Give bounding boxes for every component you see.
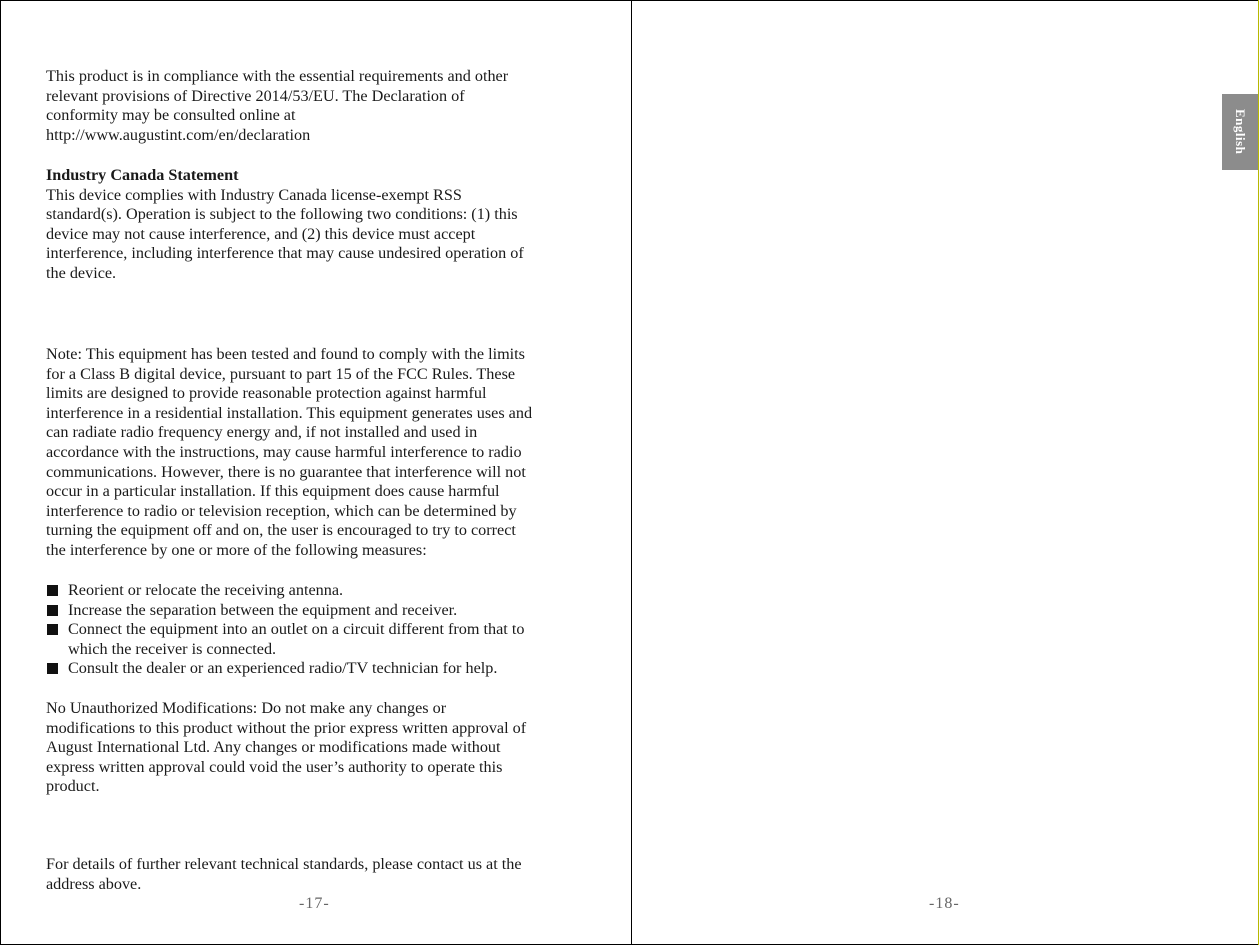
- text-line: interference in a residential installation. This equipment generates uses and: [46, 403, 533, 422]
- text-line: the interference by one or more of the following measures:: [46, 540, 427, 559]
- compliance-paragraph: [46, 67, 606, 145]
- industry-canada-heading: Industry Canada Statement: [46, 166, 239, 184]
- text-line: modifications to this product without the prior express written approval of: [46, 718, 527, 737]
- text-line: interference, including interference that may cause undesired operation of: [46, 244, 524, 263]
- list-item-text: Consult the dealer or an experienced radio/TV technician for help.: [68, 659, 498, 678]
- text-line: interference to radio or television reception, which can be determined by: [46, 501, 517, 520]
- fcc-note-paragraph: [46, 345, 606, 561]
- list-item: [46, 620, 524, 659]
- list-item-text: Connect the equipment into an outlet on a circuit different from that to: [68, 620, 525, 639]
- text-line: occur in a particular installation. If this equipment does cause harmful: [46, 482, 500, 501]
- language-tab: [1222, 94, 1258, 170]
- text-line: accordance with the instructions, may cause harmful interference to radio: [46, 442, 522, 461]
- text-line: address above.: [46, 874, 142, 893]
- text-line: product.: [46, 777, 100, 796]
- list-item: [46, 581, 524, 601]
- text-line: Note: This equipment has been tested and found to comply with the limits: [46, 345, 525, 363]
- text-line: device may not cause interference, and (2) this device must accept: [46, 224, 476, 243]
- right-page: [631, 0, 1259, 945]
- text-line: standard(s). Operation is subject to the following two conditions: (1) this: [46, 205, 518, 224]
- page-number: -18-: [929, 895, 960, 912]
- list-item-text: Reorient or relocate the receiving antenna.: [68, 581, 344, 599]
- square-bullet-icon: [47, 585, 58, 596]
- list-item-text: Increase the separation between the equipment and receiver.: [68, 600, 458, 619]
- square-bullet-icon: [47, 663, 58, 674]
- text-line: communications. However, there is no guarantee that interference will not: [46, 462, 526, 481]
- industry-canada-section: [46, 166, 606, 284]
- text-line: For details of further relevant technical standards, please contact us at the: [46, 855, 522, 873]
- text-line: August International Ltd. Any changes or modifications made without: [46, 738, 501, 757]
- text-line: turning the equipment off and on, the user is encouraged to try to correct: [46, 521, 516, 540]
- square-bullet-icon: [47, 624, 58, 635]
- measures-list: [46, 581, 524, 679]
- text-line: the device.: [46, 263, 117, 282]
- language-tab-label: English: [1233, 109, 1248, 155]
- list-item: [46, 601, 524, 621]
- contact-paragraph: [46, 855, 606, 894]
- text-line: can radiate radio frequency energy and, if not installed and used in: [46, 423, 478, 442]
- text-line: for a Class B digital device, pursuant to part 15 of the FCC Rules. These: [46, 364, 516, 383]
- text-line: relevant provisions of Directive 2014/53/EU. The Declaration of: [46, 86, 465, 105]
- text-line: conformity may be consulted online at: [46, 106, 296, 125]
- text-line: This device complies with Industry Canada license-exempt RSS: [46, 185, 462, 204]
- declaration-url: http://www.augustint.com/en/declaration: [46, 125, 311, 144]
- list-item: [46, 659, 524, 679]
- text-line: limits are designed to provide reasonable protection against harmful: [46, 384, 487, 403]
- page-number: -17-: [299, 895, 330, 912]
- text-line: No Unauthorized Modifications: Do not make any changes or: [46, 699, 447, 717]
- square-bullet-icon: [47, 605, 58, 616]
- text-line: This product is in compliance with the essential requirements and other: [46, 67, 509, 85]
- text-line: express written approval could void the user’s authority to operate this: [46, 757, 503, 776]
- list-item-text: which the receiver is connected.: [68, 639, 277, 658]
- modifications-paragraph: [46, 699, 606, 797]
